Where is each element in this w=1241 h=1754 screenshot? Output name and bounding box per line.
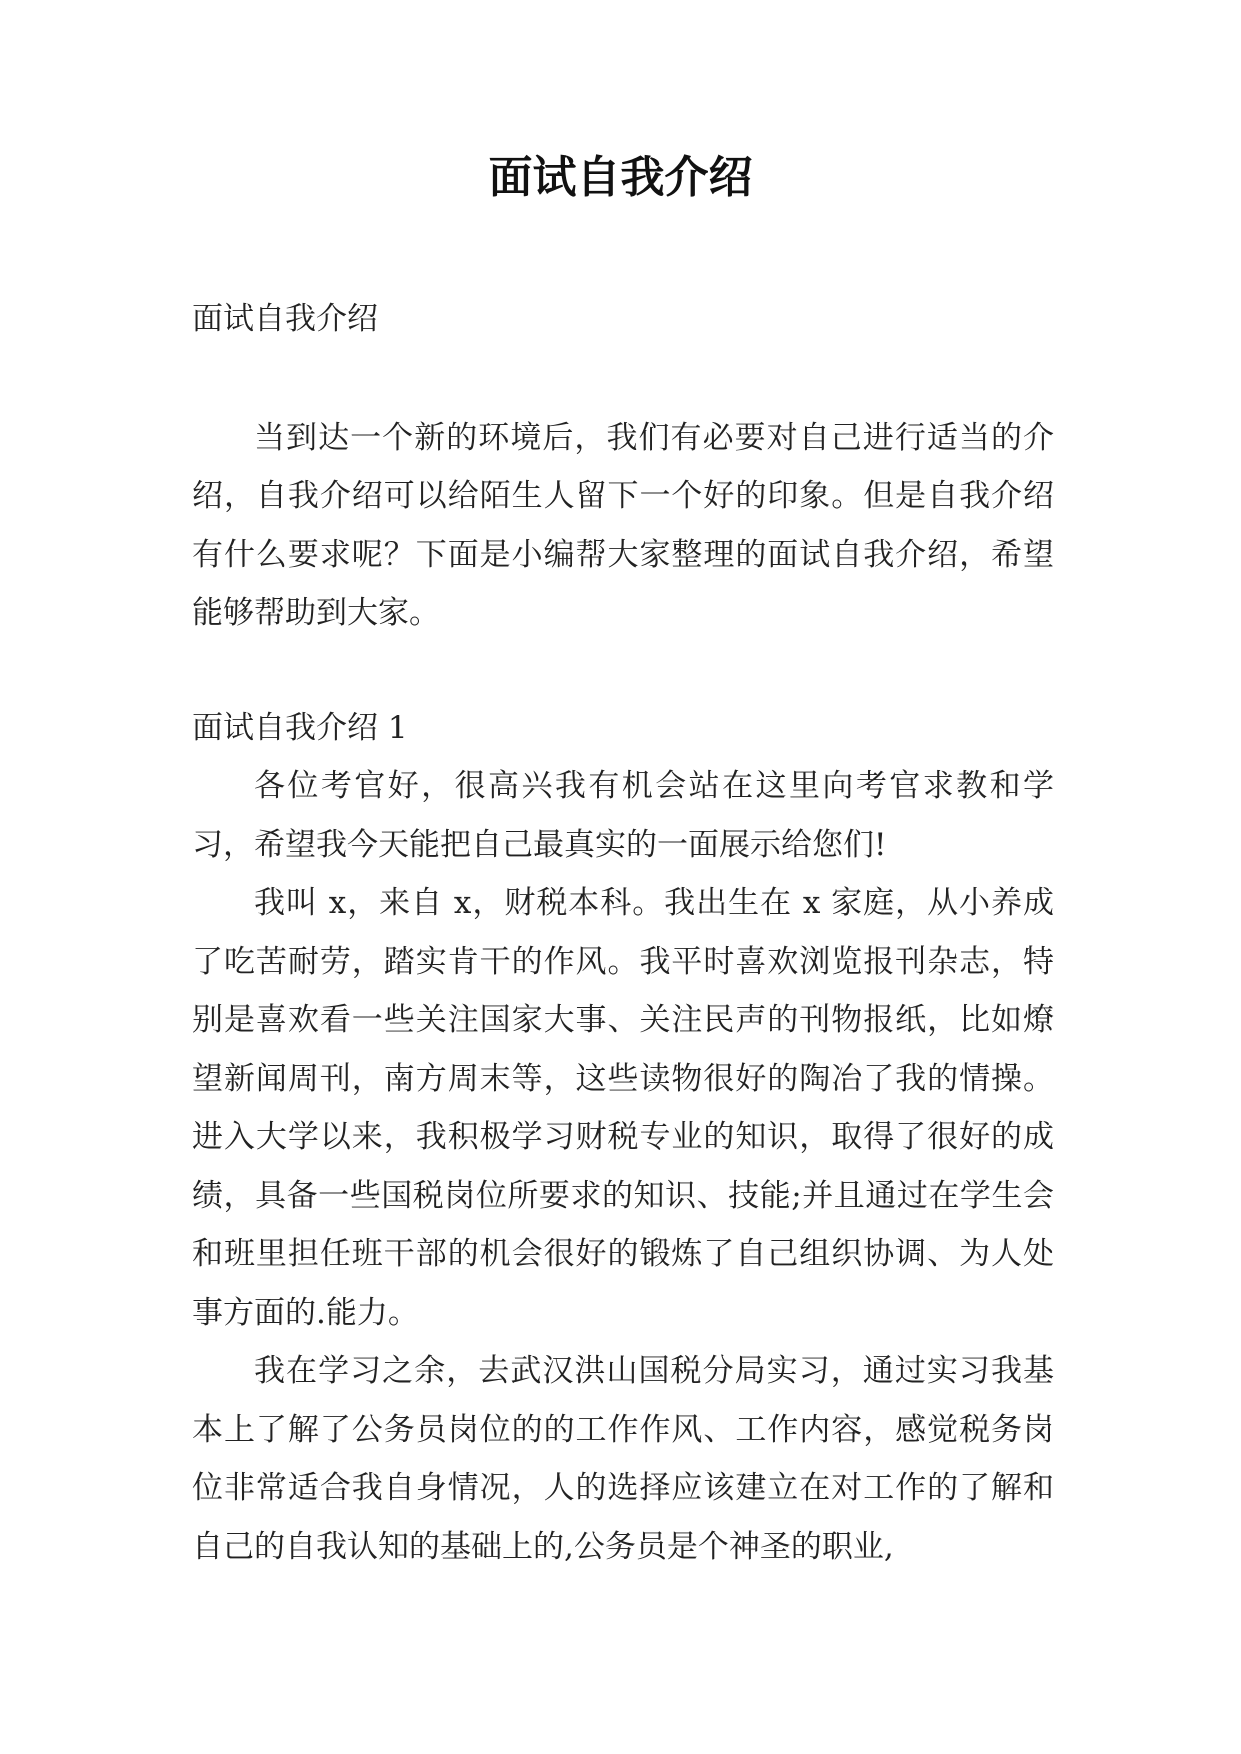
body-paragraph-3: 我在学习之余，去武汉洪山国税分局实习，通过实习我基本上了解了公务员岗位的的工作作风、工作内容，感觉税务岗位非常适合我自身情况，人的选择应该建立在对工作的了解和自己的自我认知的基础上的,公务员是个神圣的职业,: [192, 1353, 1054, 1565]
document-title: 面试自我介绍: [488, 152, 753, 203]
intro-paragraph: 当到达一个新的环境后，我们有必要对自己进行适当的介绍，自我介绍可以给陌生人留下一个好的印象。但是自我介绍有什么要求呢？下面是小编帮大家整理的面试自我介绍，希望能够帮助到大家。: [192, 419, 1054, 631]
document-body: [192, 290, 1054, 1576]
body-paragraph-1: 各位考官好，很高兴我有机会站在这里向考官求教和学习，希望我今天能把自己最真实的一面展示给您们!: [192, 768, 1054, 863]
spacer: [192, 349, 1054, 409]
document-subtitle: 面试自我介绍: [192, 301, 378, 337]
section-heading: 面试自我介绍 1: [192, 709, 408, 746]
spacer: [192, 643, 1054, 699]
body-paragraph-2: 我叫 x，来自 x，财税本科。我出生在 x 家庭，从小养成了吃苦耐劳，踏实肯干的作风。我平时喜欢浏览报刊杂志，特别是喜欢看一些关注国家大事、关注民声的刊物报纸，比如燎望新闻周刊，南方周末等，这些读物很好的陶冶了我的情操。进入大学以来，我积极学习财税专业的知识，取得了很好的成绩，具备一些国税岗位所要求的知识、技能;并且通过在学生会和班里担任班干部的机会很好的锻炼了自己组织协调、为人处事方面的.能力。: [192, 885, 1054, 1331]
